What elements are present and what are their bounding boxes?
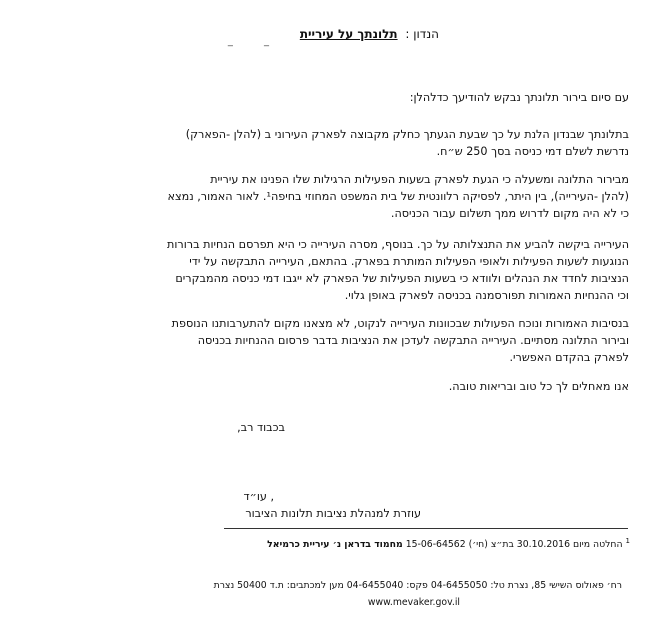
footnote-marker: 1: [625, 537, 630, 545]
body-line: הנציבות לחדד את הנהלים ולוודא כי בשעות הפעילות של הפארק לא ייגבו דמי כניסה מהמבקרים: [175, 272, 629, 285]
body-line: העירייה ביקשה להביע את התנצלותה על כך. בנוסף, מסרה העירייה כי היא תפרסם הנחיות ברורות: [166, 238, 629, 251]
body-line: (להלן -העירייה), בין היתר, לפסיקה רלוונטית של בית המשפט המחוזי בחיפה¹. לאור האמור, נמצא: [167, 190, 629, 203]
paragraph-wishes: [34, 378, 629, 395]
body-line: בנסיבות האמורות ונוכח הפעולות שבכוונות העירייה לנקוט, לא מצאנו מקום להתערבותנו הנוספת: [171, 317, 629, 330]
signer-name: , עו״ד: [243, 490, 274, 503]
subject-value: תלונתך על עיריית: [299, 27, 398, 41]
body-line: כי לא היה מקום לדרוש ממך תשלום עבור הכניסה.: [390, 207, 629, 220]
footnote-case-name: מחמוד בדראן נ׳ עיריית כרמיאל: [267, 539, 403, 551]
body-line: עם סיום בירור תלונתך נבקש להודיעך כדלהלן:: [409, 91, 629, 104]
body-line: בתלונתך שבנדון הלנת על כך שבעת הגעתך כחלק מקבוצה לפארק העירוני ב (להלן -הפארק): [185, 128, 629, 141]
body-line: הנוגעות לשעות הפעילות ולאופי הפעילות המותרת בפארק. בהתאם, העירייה התבקשה על ידי: [189, 255, 629, 268]
paragraph-municipality-response: [34, 236, 629, 304]
body-line: ובירור התלונה מסתיים. העירייה התבקשה לעדכן את הנציבות בדבר פרסום ההנחיות בכניסה: [197, 334, 629, 347]
body-line: וכי ההנחיות האמורות תפורסמנה בכניסה לפארק באופן גלוי.: [344, 289, 629, 302]
body-line: מבירור התלונה ומשעלה כי הגעת לפארק בשעות הפעילות הרגילות שלו הפנינו את עיריית: [210, 173, 629, 186]
subject-label: הנדון :: [405, 27, 439, 41]
website-link[interactable]: www.mevaker.gov.il: [367, 597, 460, 608]
subject-line: [300, 27, 439, 41]
body-line: לפארק בהקדם האפשרי.: [509, 351, 629, 364]
footnote-divider: [224, 528, 628, 529]
closing-salutation: בכבוד רב,: [237, 421, 285, 434]
paragraph-complaint: [34, 126, 629, 160]
body-line: אנו מאחלים לך כל טוב ובריאות טובה.: [448, 380, 629, 393]
paragraph-findings: [34, 171, 629, 222]
redaction-marks: _ _: [227, 36, 283, 47]
paragraph-opening: [34, 89, 629, 106]
signer-role: עוזרת למנהלת נציבות תלונות הציבור: [245, 507, 421, 520]
contact-details: רח׳ פאולוס השישי 85, נצרת טל: 04-6455050 פקס: 04-6455040 מען למכתבים: ת.ד 50400 נצרת: [213, 580, 622, 591]
footnote-text: החלטה מיום 30.10.2016 בת״צ (חי׳) 15-06-64562: [402, 539, 623, 551]
footnote: [267, 537, 630, 550]
body-line: נדרשת לשלם דמי כניסה בסך 250 ש״ח.: [436, 145, 629, 158]
paragraph-conclusion: [34, 315, 629, 366]
